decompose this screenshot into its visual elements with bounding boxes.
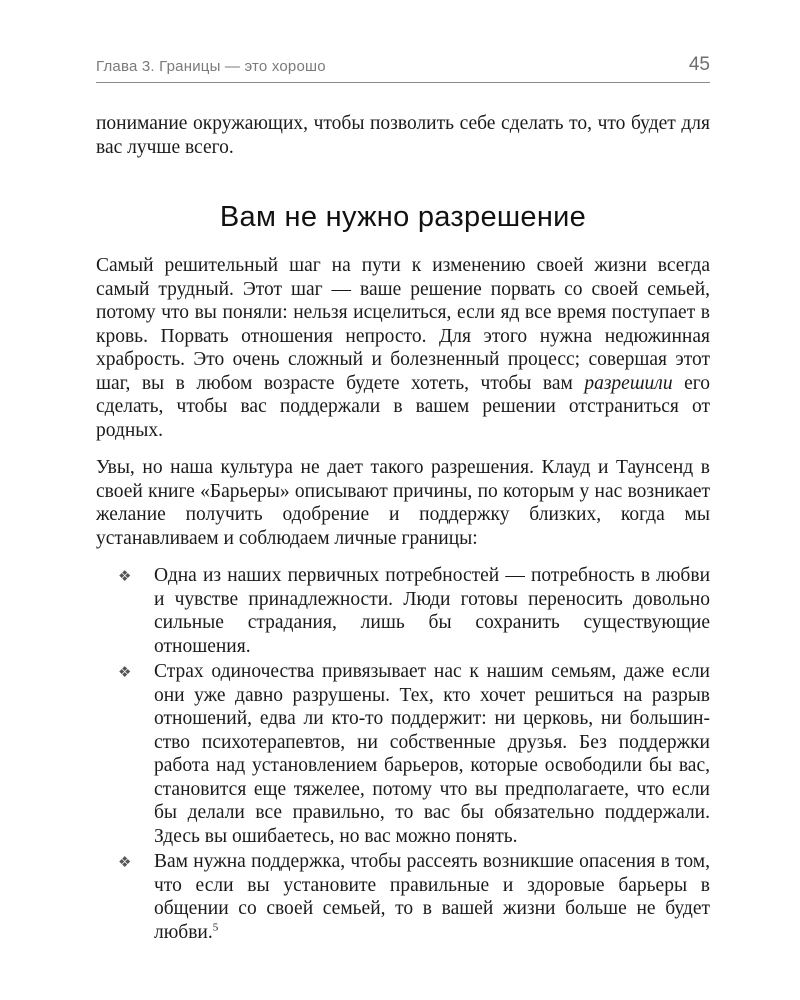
page-body <box>96 112 710 946</box>
list-item <box>118 850 710 944</box>
list-item-text: Одна из наших первичных потребностей — потребность в любви и чувстве принадлежности. Люди готовы переносить довольно сильные страдания, лишь бы сохранить существующие отношения. <box>154 565 710 657</box>
paragraph-2: Увы, но наша культура не дает такого разрешения. Клауд и Таунсенд в своей книге «Барьеры» описывают причины, по которым у нас возникает желание получить одобрение и поддержку близких, когда мы устанавливаем и соблюдаем личные границы: <box>96 457 710 549</box>
diamond-bullet-icon: ❖ <box>118 567 132 585</box>
chapter-title: Глава 3. Границы — это хорошо <box>96 58 326 75</box>
continuation-paragraph: понимание окружающих, чтобы позволить себе сделать то, что будет для вас лучше всего. <box>96 113 710 158</box>
page-number: 45 <box>688 54 710 75</box>
list-item <box>118 564 710 658</box>
list-item <box>118 660 710 848</box>
paragraph-1-emphasis: разрешили <box>584 372 673 394</box>
section-heading: Вам не нужно разрешение <box>219 201 587 233</box>
paragraph-1-text-start: Самый решительный шаг на пути к изменению своей жизни всегда самый трудный. Этот шаг — ваше решение порвать со своей семьей, потому что вы поняли: нельзя исцелиться, если яд все время поступает в кровь. Порвать отношения непросто. Для этого нужна недюжинная храбрость. Это очень сложный и болезненный процесс; совершая этот шаг, вы в любом возрасте будете хотеть, чтобы вам <box>96 255 710 394</box>
list-item-text: Страх одиночества привязывает нас к нашим семьям, даже если они уже давно разрушены. Тех, кто хочет решиться на разрыв отношений, едва ли кто-то поддержит: ни церковь, ни большинство психотерапевтов, ни собственные друзья. Без поддержки работа над установлением барьеров, которые освободили бы вас, становится еще тяжелее, потому что вы предполагаете, что если бы делали все правильно, то вас бы обязательно поддержали. Здесь вы ошибаетесь, но вас можно понять. <box>154 661 710 847</box>
diamond-bullet-icon: ❖ <box>118 853 132 871</box>
diamond-bullet-icon: ❖ <box>118 663 132 681</box>
footnote-marker: 5 <box>212 921 219 933</box>
paragraph-1-text-end: его сделать, чтобы вас поддержали в вашем решении отстраниться от родных. <box>96 372 711 441</box>
reasons-list <box>96 564 710 944</box>
running-header <box>96 54 710 83</box>
list-item-text: Вам нужна поддержка, чтобы рассеять возникшие опасения в том, что если вы установите правильные и здоровые барьеры в общении со своей семьей, то в вашей жизни больше не будет любви. <box>154 851 710 943</box>
paragraph-1 <box>96 254 710 442</box>
